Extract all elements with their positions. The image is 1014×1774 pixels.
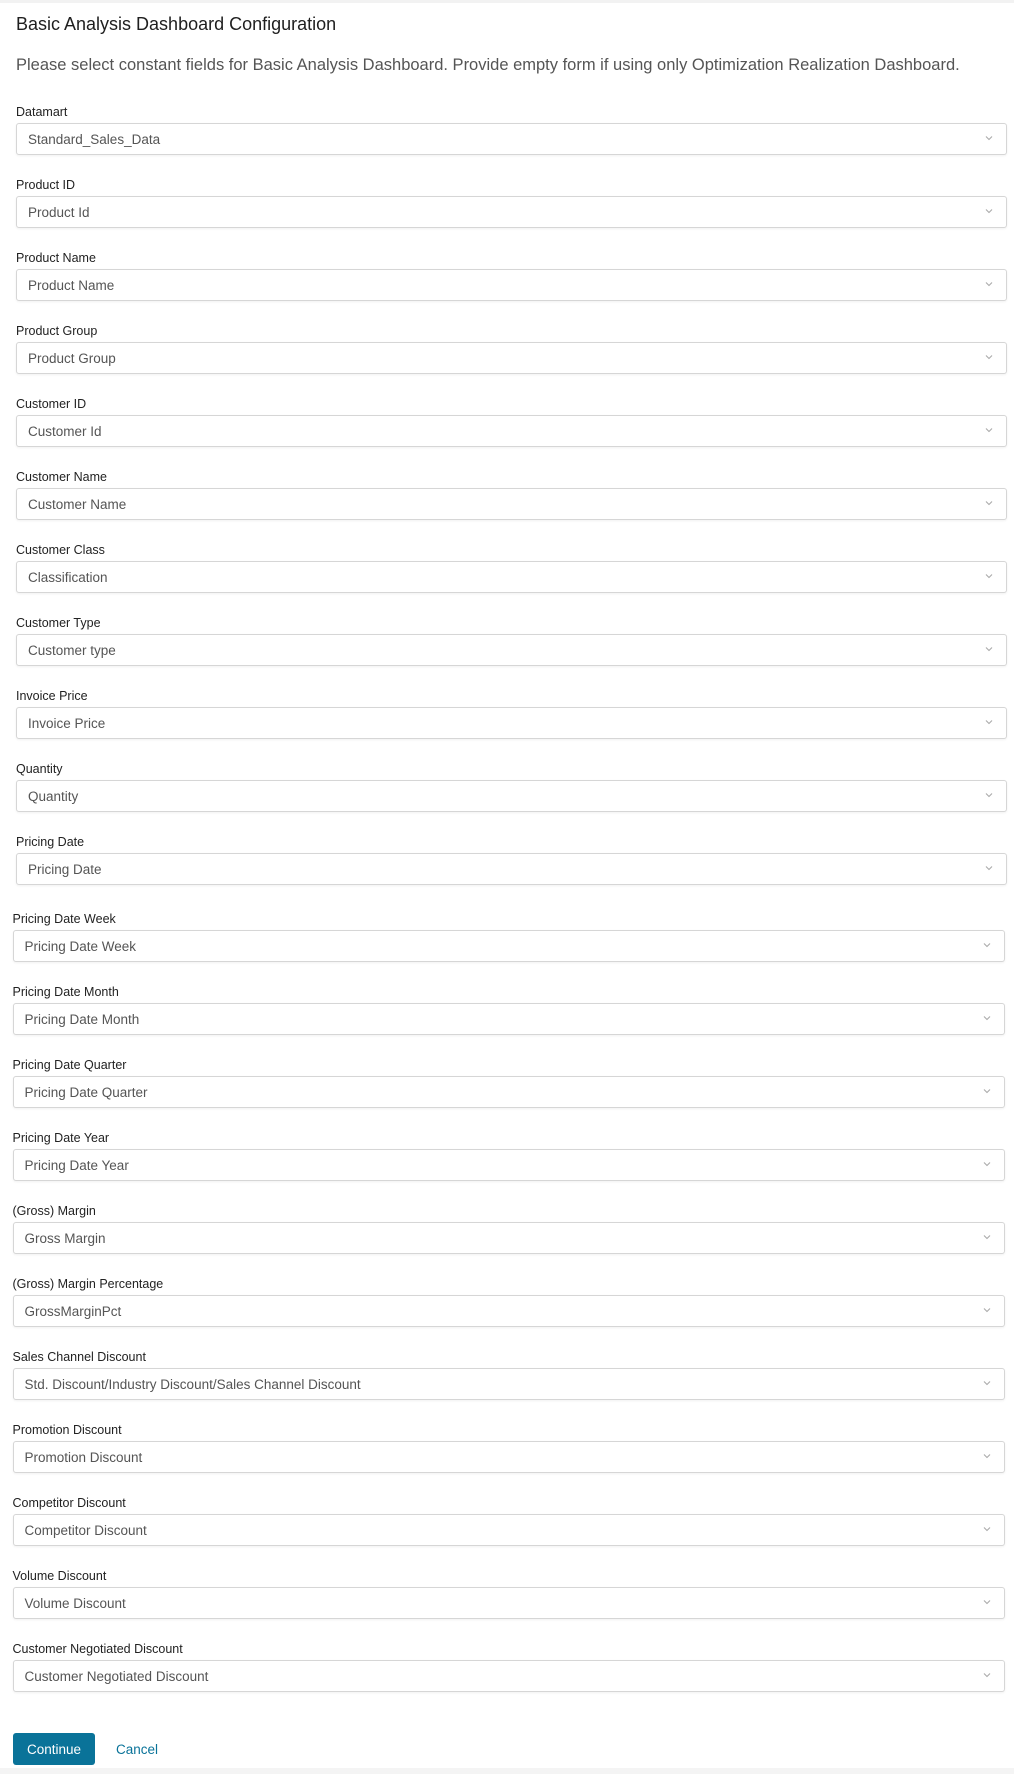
field-group-pricing-date [16, 832, 1007, 905]
field-group-product-id [16, 175, 1007, 248]
chevron-down-icon [984, 279, 994, 289]
customer-negotiated-discount-select[interactable] [13, 1660, 1005, 1692]
field-group-product-group [16, 321, 1007, 394]
chevron-down-icon [984, 790, 994, 800]
field-label: Quantity [16, 762, 63, 776]
customer-name-select[interactable] [16, 488, 1007, 520]
field-label: Customer Class [16, 543, 105, 557]
selected-value: Promotion Discount [24, 1449, 143, 1465]
chevron-down-icon [982, 1013, 992, 1023]
field-group-customer-negotiated-discount [13, 1639, 1005, 1712]
chevron-down-icon [984, 863, 994, 873]
chevron-down-icon [984, 498, 994, 508]
selected-value: Competitor Discount [24, 1522, 147, 1538]
invoice-price-select[interactable] [16, 707, 1007, 739]
datamart-select[interactable] [16, 123, 1007, 155]
product-group-select[interactable] [16, 342, 1007, 374]
selected-value: GrossMarginPct [24, 1303, 122, 1319]
field-group-product-name [16, 248, 1007, 321]
selected-value: Product Group [28, 350, 116, 366]
chevron-down-icon [984, 644, 994, 654]
field-label: Product Group [16, 324, 98, 338]
chevron-down-icon [982, 1597, 992, 1607]
form-actions [13, 1733, 158, 1765]
field-label: Promotion Discount [12, 1423, 122, 1437]
quantity-select[interactable] [16, 780, 1007, 812]
cancel-link[interactable]: Cancel [116, 1741, 159, 1757]
selected-value: Customer Id [28, 423, 102, 439]
customer-type-select[interactable] [16, 634, 1007, 666]
field-label: Pricing Date Month [12, 985, 119, 999]
customer-id-select[interactable] [16, 415, 1007, 447]
promotion-discount-select[interactable] [13, 1441, 1005, 1473]
page-title: Basic Analysis Dashboard Configuration [16, 14, 337, 34]
field-label: Customer ID [16, 397, 87, 411]
field-label: (Gross) Margin [12, 1204, 96, 1218]
chevron-down-icon [984, 352, 994, 362]
chevron-down-icon [982, 1232, 992, 1242]
selected-value: Pricing Date Quarter [24, 1084, 148, 1100]
field-label: Product Name [16, 251, 96, 265]
selected-value: Pricing Date Year [24, 1157, 129, 1173]
product-name-select[interactable] [16, 269, 1007, 301]
chevron-down-icon [984, 133, 994, 143]
primary-fields-section [16, 102, 1007, 905]
gross-margin-percentage-select[interactable] [13, 1295, 1005, 1327]
chevron-down-icon [984, 571, 994, 581]
field-label: Sales Channel Discount [12, 1350, 146, 1364]
customer-class-select[interactable] [16, 561, 1007, 593]
field-label: Customer Negotiated Discount [12, 1642, 183, 1656]
field-group-gross-margin [13, 1201, 1005, 1274]
chevron-down-icon [982, 1670, 992, 1680]
chevron-down-icon [982, 1524, 992, 1534]
field-label: Customer Name [16, 470, 107, 484]
selected-value: Gross Margin [24, 1230, 106, 1246]
field-label: Pricing Date Week [12, 912, 116, 926]
field-group-promotion-discount [13, 1420, 1005, 1493]
field-group-quantity [16, 759, 1007, 832]
selected-value: Pricing Date Month [24, 1011, 140, 1027]
chevron-down-icon [982, 1305, 992, 1315]
bottom-divider [0, 1768, 1014, 1774]
selected-value: Std. Discount/Industry Discount/Sales Channel Discount [24, 1376, 361, 1392]
selected-value: Customer Negotiated Discount [24, 1668, 209, 1684]
selected-value: Invoice Price [28, 715, 106, 731]
selected-value: Customer type [28, 642, 116, 658]
field-label: Pricing Date Quarter [12, 1058, 127, 1072]
field-label: (Gross) Margin Percentage [12, 1277, 164, 1291]
chevron-down-icon [984, 425, 994, 435]
field-group-customer-name [16, 467, 1007, 540]
selected-value: Pricing Date Week [24, 938, 137, 954]
field-group-sales-channel-discount [13, 1347, 1005, 1420]
secondary-fields-section [13, 909, 1005, 1712]
pricing-date-week-select[interactable] [13, 930, 1005, 962]
selected-value: Product Id [28, 204, 90, 220]
pricing-date-month-select[interactable] [13, 1003, 1005, 1035]
field-group-gross-margin-percentage [13, 1274, 1005, 1347]
field-label: Product ID [16, 178, 76, 192]
field-group-pricing-date-week [13, 909, 1005, 982]
field-label: Pricing Date Year [12, 1131, 110, 1145]
selected-value: Quantity [28, 788, 79, 804]
selected-value: Standard_Sales_Data [28, 131, 161, 147]
gross-margin-select[interactable] [13, 1222, 1005, 1254]
field-label: Volume Discount [12, 1569, 107, 1583]
pricing-date-year-select[interactable] [13, 1149, 1005, 1181]
pricing-date-select[interactable] [16, 853, 1007, 885]
field-group-competitor-discount [13, 1493, 1005, 1566]
field-group-customer-class [16, 540, 1007, 613]
field-label: Customer Type [16, 616, 101, 630]
field-group-datamart [16, 102, 1007, 175]
field-label: Invoice Price [16, 689, 88, 703]
chevron-down-icon [982, 1451, 992, 1461]
field-group-pricing-date-quarter [13, 1055, 1005, 1128]
field-group-customer-type [16, 613, 1007, 686]
top-divider [0, 0, 1014, 3]
selected-value: Volume Discount [24, 1595, 126, 1611]
field-label: Datamart [16, 105, 68, 119]
chevron-down-icon [982, 940, 992, 950]
field-group-pricing-date-year [13, 1128, 1005, 1201]
field-group-invoice-price [16, 686, 1007, 759]
chevron-down-icon [984, 206, 994, 216]
pricing-date-quarter-select[interactable] [13, 1076, 1005, 1108]
product-id-select[interactable] [16, 196, 1007, 228]
volume-discount-select[interactable] [13, 1587, 1005, 1619]
page-description: Please select constant fields for Basic Analysis Dashboard. Provide empty form if using only Optimization Realization Dashboard. [16, 56, 960, 74]
competitor-discount-select[interactable] [13, 1514, 1005, 1546]
field-group-customer-id [16, 394, 1007, 467]
field-label: Pricing Date [16, 835, 85, 849]
field-group-pricing-date-month [13, 982, 1005, 1055]
field-label: Competitor Discount [12, 1496, 126, 1510]
selected-value: Product Name [28, 277, 115, 293]
chevron-down-icon [984, 717, 994, 727]
selected-value: Customer Name [28, 496, 127, 512]
chevron-down-icon [982, 1378, 992, 1388]
sales-channel-discount-select[interactable] [13, 1368, 1005, 1400]
chevron-down-icon [982, 1159, 992, 1169]
field-group-volume-discount [13, 1566, 1005, 1639]
selected-value: Classification [28, 569, 108, 585]
continue-button[interactable]: Continue [13, 1733, 95, 1765]
selected-value: Pricing Date [28, 861, 102, 877]
chevron-down-icon [982, 1086, 992, 1096]
